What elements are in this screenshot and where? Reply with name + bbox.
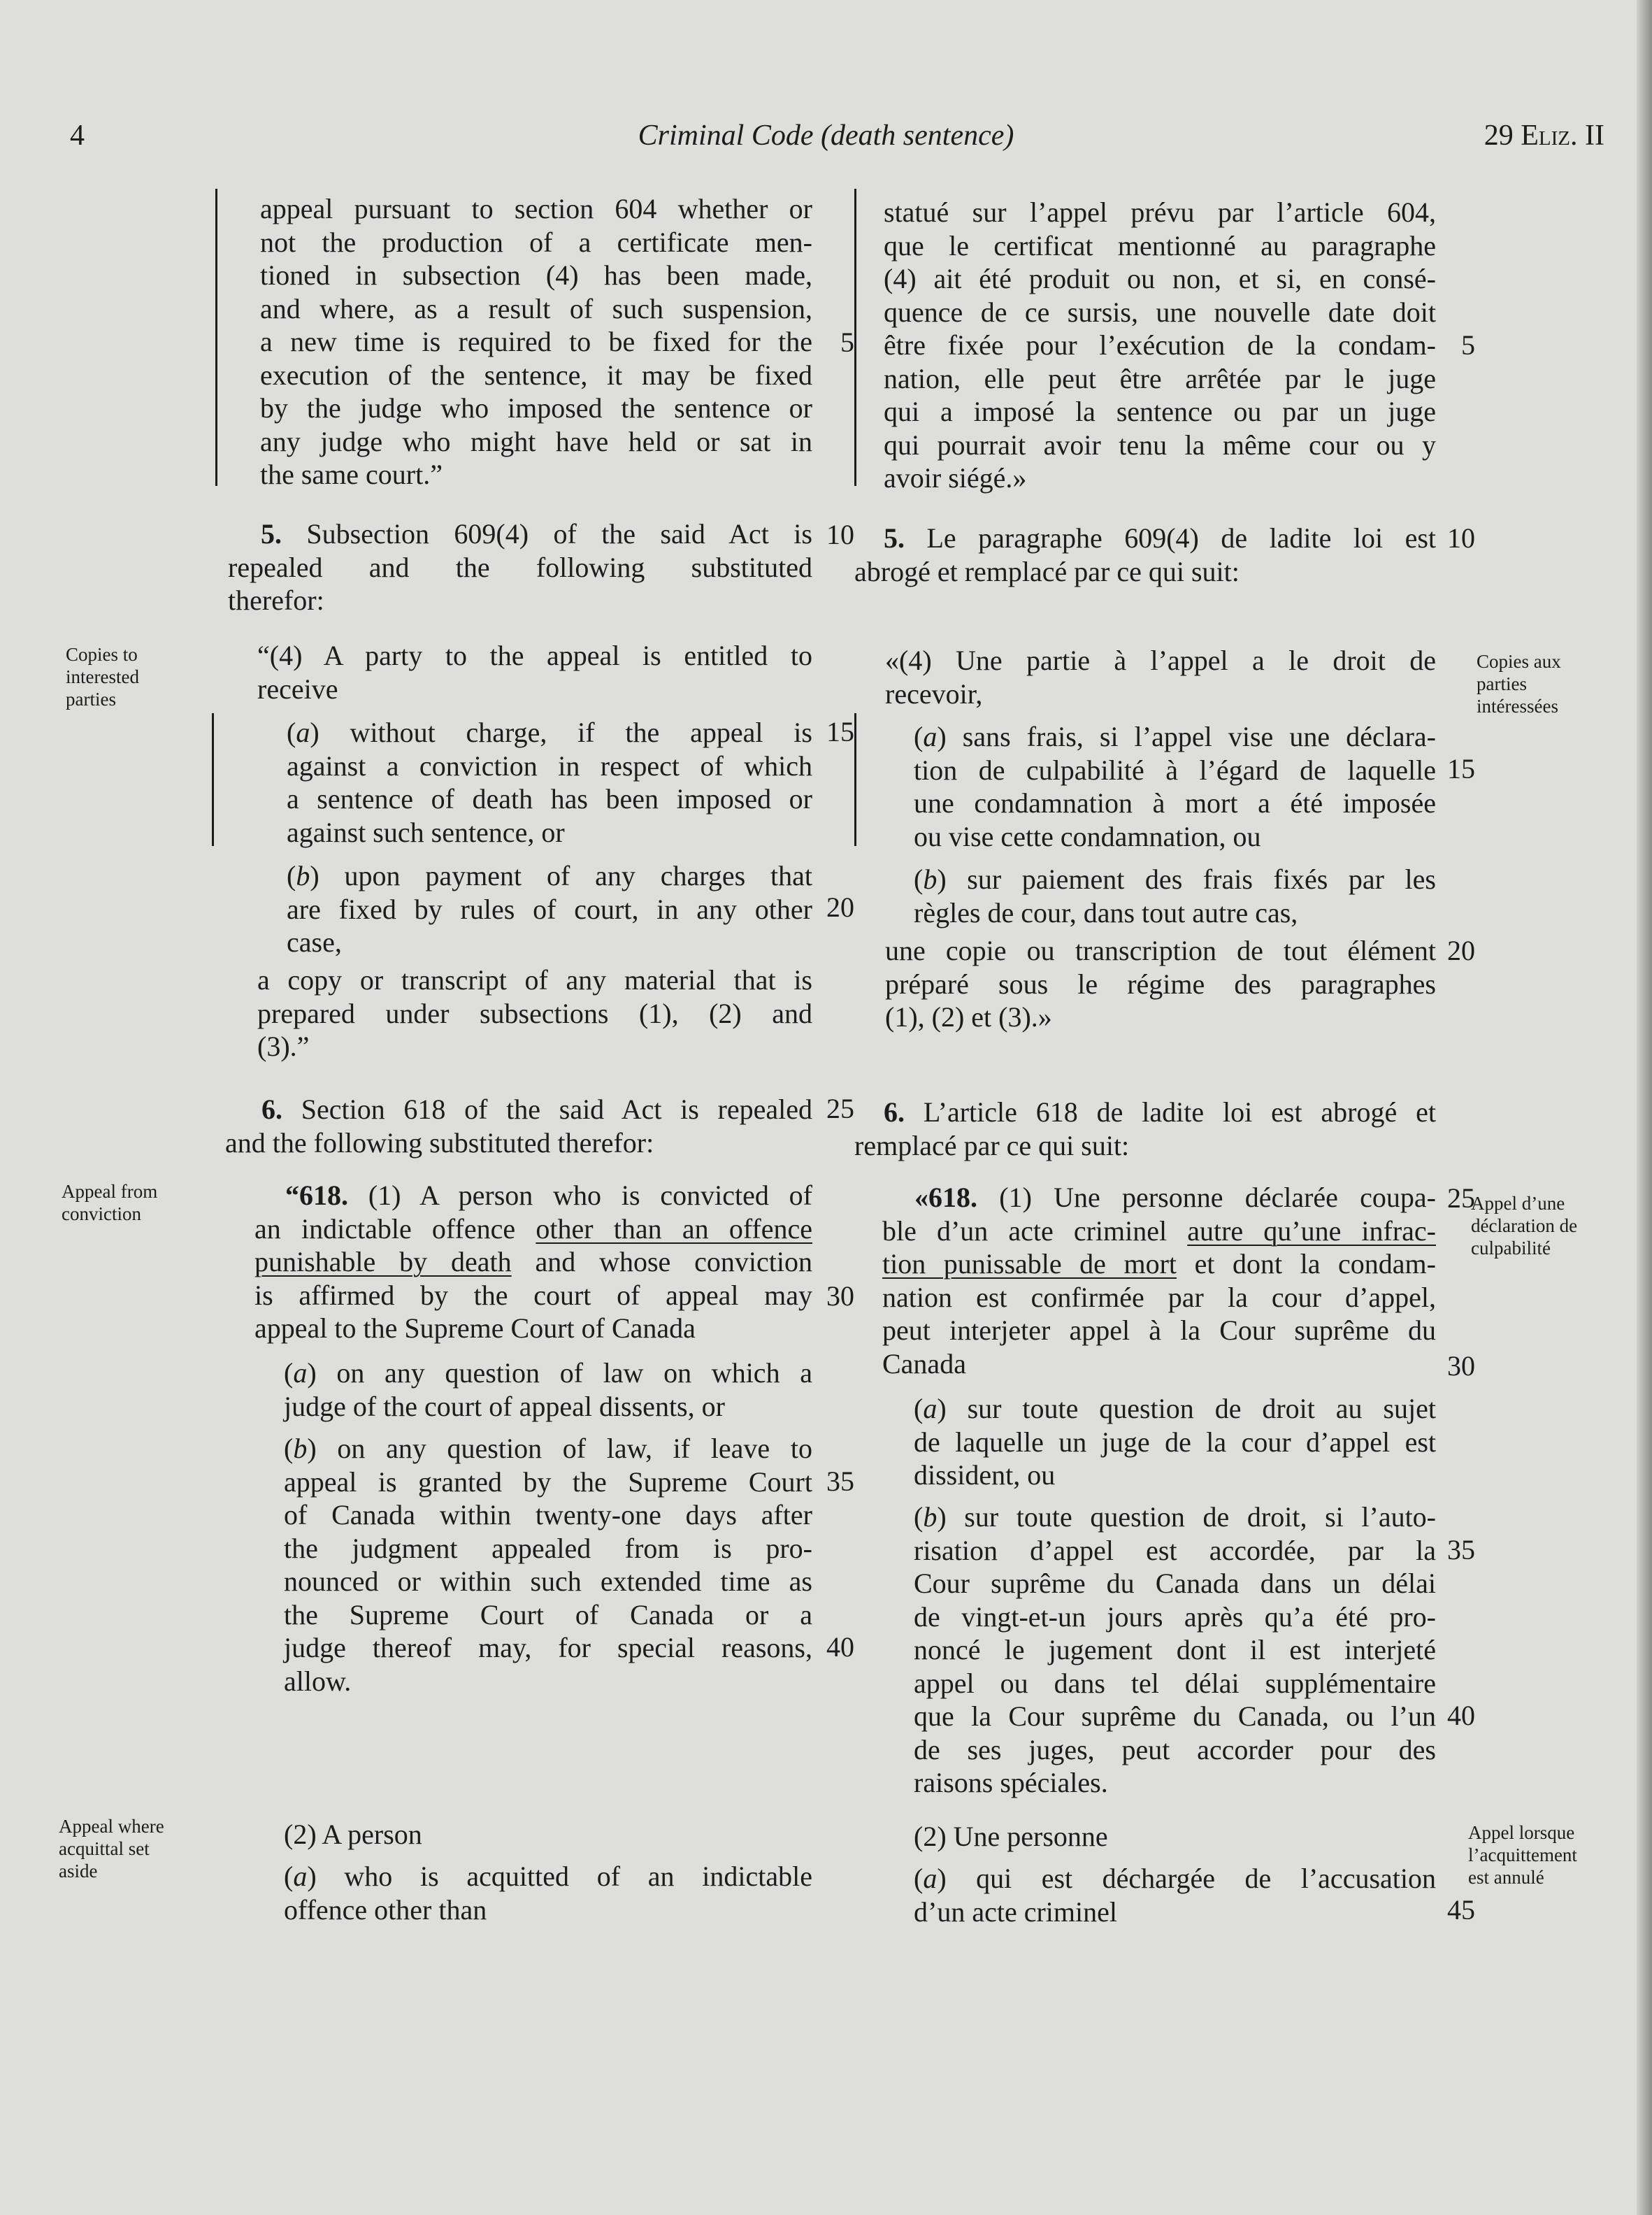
text-line: (1), (2) et (3).» <box>885 1001 1052 1033</box>
line-number: 20 <box>1447 935 1475 966</box>
marginal-note-line: interested <box>66 666 139 687</box>
line-number: 40 <box>1447 1700 1475 1731</box>
text-line: the Supreme Court of Canada or a <box>284 1598 812 1630</box>
line-number: 30 <box>826 1280 854 1312</box>
marginal-note-line: Appel lorsque <box>1468 1822 1575 1843</box>
line-number: 15 <box>1447 753 1475 784</box>
text-line: (a) qui est déchargée de l’accusation <box>914 1863 1436 1894</box>
text-line: de vingt-et-un jours après qu’a été pro- <box>914 1600 1436 1633</box>
french-continuation <box>884 196 1436 495</box>
marginal-note-line: déclaration de <box>1471 1215 1578 1236</box>
paragraph-label: (a) <box>914 721 963 752</box>
line-number: 25 <box>826 1093 854 1124</box>
text-line: (a) sur toute question de droit au sujet <box>914 1393 1437 1424</box>
line-number: 10 <box>826 519 854 550</box>
french-paragraph-b <box>914 863 1436 929</box>
text-line: nounced or within such extended time as <box>284 1565 812 1597</box>
marginal-note-line: culpabilité <box>1471 1238 1551 1259</box>
text-line: que le certificat mentionné au paragraphe <box>884 229 1436 261</box>
text-line: (3).” <box>257 1031 310 1062</box>
text-line: any judge who might have held or sat in <box>260 425 812 457</box>
text-line: the judgment appealed from is pro- <box>284 1532 812 1564</box>
french-subsection-4: «(4) Une partie à l’appel a le droit de recevoir, <box>885 645 1436 710</box>
paragraph-label: (a) <box>914 1863 977 1894</box>
revision-bar <box>212 713 214 846</box>
english-paragraph-a <box>287 716 812 849</box>
text-line: judge thereof may, for special reasons, <box>284 1632 812 1663</box>
text-line: allow. <box>284 1665 352 1697</box>
text-line: de laquelle un juge de la cour d’appel est <box>914 1426 1436 1458</box>
text-line: noncé le jugement dont il est interjeté <box>914 1634 1436 1665</box>
text-line: judge of the court of appeal dissents, or <box>284 1390 725 1422</box>
text-line: raisons spéciales. <box>914 1767 1108 1798</box>
text-line: appeal is granted by the Supreme Court <box>284 1465 812 1498</box>
text-line: tioned in subsection (4) has been made, <box>260 259 812 291</box>
text-line: statué sur l’appel prévu par l’article 604, <box>884 196 1436 228</box>
page-number: 4 <box>70 120 85 152</box>
french-618-subsection-2: (2) Une personne <box>914 1821 1108 1852</box>
text-line: quence de ce sursis, une nouvelle date doit <box>884 296 1436 328</box>
line-number: 35 <box>1447 1534 1475 1565</box>
paragraph-label: (a) <box>914 1393 968 1424</box>
english-continuation <box>260 192 812 492</box>
text-line: (b) on any question of law, if leave to <box>284 1433 812 1464</box>
english-618-paragraph-b <box>284 1432 812 1698</box>
section-number: 6. <box>261 1094 282 1125</box>
text-line: (b) sur toute question de droit, si l’auto- <box>914 1501 1437 1533</box>
marginal-note-line: parties <box>66 689 116 710</box>
french-paragraph-a <box>914 720 1436 853</box>
english-618-paragraph-a <box>284 1356 812 1423</box>
text-line: (a) who is acquitted of an indictable <box>284 1861 812 1892</box>
french-618-paragraph-b <box>914 1500 1436 1800</box>
paragraph-label: (a) <box>284 1861 345 1892</box>
marginal-note-line: acquittal set <box>59 1838 150 1859</box>
text-line: (a) on any question of law on which a <box>284 1357 812 1389</box>
french-section-6: 6. L’article 618 de ladite loi est abrogé et remplacé par ce qui suit: <box>854 1096 1437 1161</box>
english-section-6: 6. Section 618 of the said Act is repealed and the following substituted therefor: <box>225 1094 812 1159</box>
english-subsection-4-tail <box>257 963 812 1063</box>
english-618-2-paragraph-a <box>284 1860 812 1926</box>
amended-text: other than an offence <box>536 1212 813 1245</box>
text-line: être fixée pour l’exécution de la condam- <box>884 329 1436 361</box>
text-line: qui pourrait avoir tenu la même cour ou y <box>884 429 1436 461</box>
line-number: 10 <box>1447 522 1475 554</box>
text-line: nation, elle peut être arrêtée par le juge <box>884 362 1436 394</box>
regnal-year: 29 Eliz. II <box>1484 120 1604 152</box>
text-line: que la Cour suprême du Canada, ou l’un <box>914 1700 1436 1732</box>
marginal-note-line: Copies to <box>66 644 138 665</box>
section-number: 6. <box>884 1096 905 1128</box>
text-line: case, <box>287 926 342 958</box>
line-number: 5 <box>1461 329 1475 361</box>
revision-bar <box>854 713 856 846</box>
paragraph-label: (a) <box>287 717 350 748</box>
text-line: a new time is required to be fixed for the <box>260 326 812 357</box>
marginal-note-line: Copies aux <box>1477 651 1561 672</box>
marginal-note-line: conviction <box>62 1203 141 1224</box>
text-line: of Canada within twenty-one days after <box>284 1499 812 1531</box>
marginal-note-line: l’acquittement <box>1468 1844 1577 1865</box>
text-line: against such sentence, or <box>287 816 565 848</box>
english-618-subsection-2: (2) A person <box>284 1819 422 1850</box>
text-line: de ses juges, peut accorder pour des <box>914 1733 1436 1765</box>
paragraph-label: (b) <box>914 1501 965 1533</box>
line-number: 35 <box>826 1465 854 1497</box>
text-line: règles de cour, dans tout autre cas, <box>914 896 1298 929</box>
revision-bar <box>854 189 856 486</box>
section-number: «618. <box>914 1182 977 1213</box>
marginal-note-line: intéressées <box>1477 696 1558 717</box>
paragraph-label: (b) <box>914 863 968 895</box>
text-line: Cour suprême du Canada dans un délai <box>914 1568 1436 1599</box>
page-running-title: Criminal Code (death sentence) <box>638 120 1014 152</box>
line-number: 40 <box>826 1631 854 1663</box>
marginal-note <box>59 1815 164 1882</box>
line-number: 45 <box>1447 1894 1475 1926</box>
text-line: the same court.” <box>260 459 443 490</box>
marginal-note-line: est annulé <box>1468 1867 1544 1888</box>
marginal-note <box>66 643 139 710</box>
text-line: execution of the sentence, it may be fixed <box>260 359 812 391</box>
section-number: “618. <box>285 1180 348 1211</box>
text-line: a copy or transcript of any material that is <box>257 964 812 996</box>
marginal-note-line: parties <box>1477 673 1527 694</box>
text-line: a sentence of death has been imposed or <box>287 783 812 815</box>
marginal-note <box>1471 1192 1577 1259</box>
amended-text: autre qu’une infrac- <box>1187 1214 1436 1247</box>
text-line: are fixed by rules of court, in any other <box>287 893 812 925</box>
french-subsection-4-tail <box>885 934 1436 1034</box>
text-line: une copie ou transcription de tout élément <box>885 935 1436 966</box>
page-edge-shadow <box>1637 0 1652 2215</box>
french-section-618: «618. (1) Une personne déclarée coupa- ble d’un acte criminel autre qu’une infrac- tion punissable de mort et dont la condam- nation est confirmée par la cour d’appel, peut interjeter appel à la Cour suprême du Canada <box>882 1182 1436 1379</box>
text-line: (a) sans frais, si l’appel vise une déclara- <box>914 721 1436 752</box>
amended-text: punishable by death <box>254 1246 512 1277</box>
text-line: dissident, ou <box>914 1459 1056 1491</box>
text-line: (4) ait été produit ou non, et si, en consé- <box>884 263 1436 294</box>
text-line: (b) upon payment of any charges that <box>287 860 813 891</box>
english-section-5: 5. Subsection 609(4) of the said Act is repealed and the following substituted therefor: <box>228 518 812 616</box>
text-line: tion de culpabilité à l’égard de laquelle <box>914 754 1436 786</box>
text-line: préparé sous le régime des paragraphes <box>885 968 1436 1000</box>
french-section-5: 5. Le paragraphe 609(4) de ladite loi est abrogé et remplacé par ce qui suit: <box>854 522 1437 587</box>
text-line: d’un acte criminel <box>914 1895 1117 1928</box>
text-line: une condamnation à mort a été imposée <box>914 787 1436 819</box>
text-line: against a conviction in respect of which <box>287 750 812 782</box>
marginal-note-line: Appeal from <box>62 1181 158 1202</box>
line-number: 25 <box>1447 1182 1475 1214</box>
revision-bar <box>215 189 217 486</box>
text-line: risation d’appel est accordée, par la <box>914 1534 1436 1566</box>
line-number: 20 <box>826 891 854 923</box>
text-line: prepared under subsections (1), (2) and <box>257 997 812 1029</box>
marginal-note <box>1477 650 1561 717</box>
line-number: 30 <box>1447 1350 1475 1382</box>
marginal-note-line: Appeal where <box>59 1816 164 1837</box>
paragraph-label: (b) <box>287 860 345 891</box>
section-number: 5. <box>261 518 282 550</box>
marginal-note <box>1468 1821 1577 1888</box>
text-line: by the judge who imposed the sentence or <box>260 392 812 424</box>
french-618-2-paragraph-a <box>914 1862 1436 1928</box>
text-line: (a) without charge, if the appeal is <box>287 717 812 748</box>
english-section-618: “618. (1) A person who is convicted of an indictable offence other than an offence punishable by death and whose conviction is affirmed by the court of appeal may appeal to the Supreme Court of Canada <box>254 1180 813 1344</box>
line-number: 15 <box>826 716 854 747</box>
text-line: appeal pursuant to section 604 whether or <box>260 193 812 224</box>
text-line: qui a imposé la sentence ou par un juge <box>884 396 1436 427</box>
text-line: appel ou dans tel délai supplémentaire <box>914 1667 1436 1699</box>
text-line: (b) sur paiement des frais fixés par les <box>914 863 1436 895</box>
text-line: avoir siégé.» <box>884 462 1027 494</box>
text-line: not the production of a certificate men- <box>260 226 812 258</box>
marginal-note-line: aside <box>59 1861 98 1881</box>
section-number: 5. <box>884 522 905 554</box>
english-subsection-4: “(4) A party to the appeal is entitled to receive <box>257 640 812 705</box>
text-line: and where, as a result of such suspension, <box>260 292 812 324</box>
paragraph-label: (a) <box>284 1357 337 1389</box>
english-paragraph-b <box>287 859 812 959</box>
amended-text: tion punissable de mort <box>882 1248 1177 1279</box>
line-number: 5 <box>840 327 854 358</box>
marginal-note-line: Appel d’une <box>1471 1193 1565 1214</box>
marginal-note <box>62 1180 157 1225</box>
paragraph-label: (b) <box>284 1433 338 1464</box>
text-line: ou vise cette condamnation, ou <box>914 820 1261 852</box>
text-line: offence other than <box>284 1893 487 1926</box>
french-618-paragraph-a <box>914 1392 1436 1492</box>
